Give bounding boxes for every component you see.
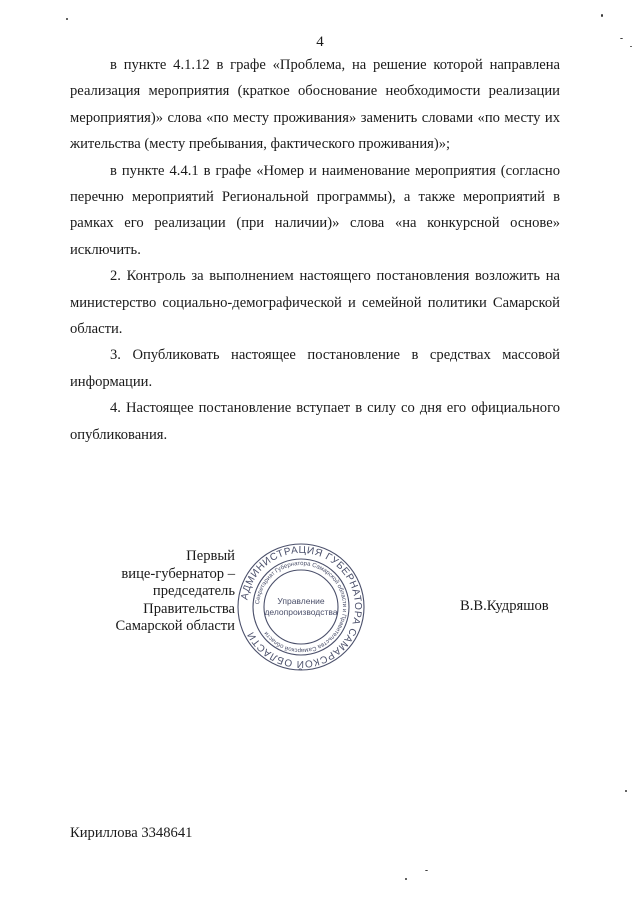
scan-speck [425,870,428,871]
signatory-name: В.В.Кудряшов [460,598,549,614]
scan-speck [620,38,623,39]
signatory-title [60,548,235,636]
stamp-inner-text: Секретариат Губернатора Самарской области и Правительства Самарской области [255,560,348,654]
paragraph-item-4-4-1: в пункте 4.4.1 в графе «Номер и наименование мероприятия (согласно перечню мероприятий Региональной программы), а также мероприятий в рамках его реализации (при наличии)» слова «на конкурсной основе» исключить. [70,162,560,258]
scan-speck [66,18,68,20]
page-number: 4 [316,34,324,50]
executor-contact: Кириллова 3348641 [70,825,193,841]
stamp-center-line: Управление [277,596,325,606]
paragraph-control: 2. Контроль за выполнением настоящего постановления возложить на министерство социально-демографической и семейной политики Самарской области. [70,268,560,338]
signatory-title-line: вице-губернатор – [121,565,235,582]
signatory-title-line: председатель Правительства [143,583,235,617]
official-stamp [236,542,366,672]
signatory-title-line: Самарской области [115,618,235,635]
document-body [70,52,560,448]
scan-speck [625,790,627,792]
scan-speck [601,14,603,17]
scan-speck [630,46,632,47]
paragraph-effective-date: 4. Настоящее постановление вступает в силу со дня его официального опубликования. [70,400,560,443]
scan-speck [405,878,407,880]
paragraph-publish: 3. Опубликовать настоящее постановление в средствах массовой информации. [70,347,560,390]
stamp-center-line: делопроизводства [264,607,338,617]
signatory-title-line: Первый [186,548,235,564]
paragraph-item-4-1-12: в пункте 4.1.12 в графе «Проблема, на решение которой направлена реализация мероприятия (краткое обоснование необходимости реализации мероприятия)» слова «по месту проживания» заменить словами «по месту их жительства (месту пребывания, фактического проживания)»; [70,57,560,153]
stamp-outer-text: АДМИНИСТРАЦИЯ ГУБЕРНАТОРА САМАРСКОЙ ОБЛАСТИ [239,544,364,670]
